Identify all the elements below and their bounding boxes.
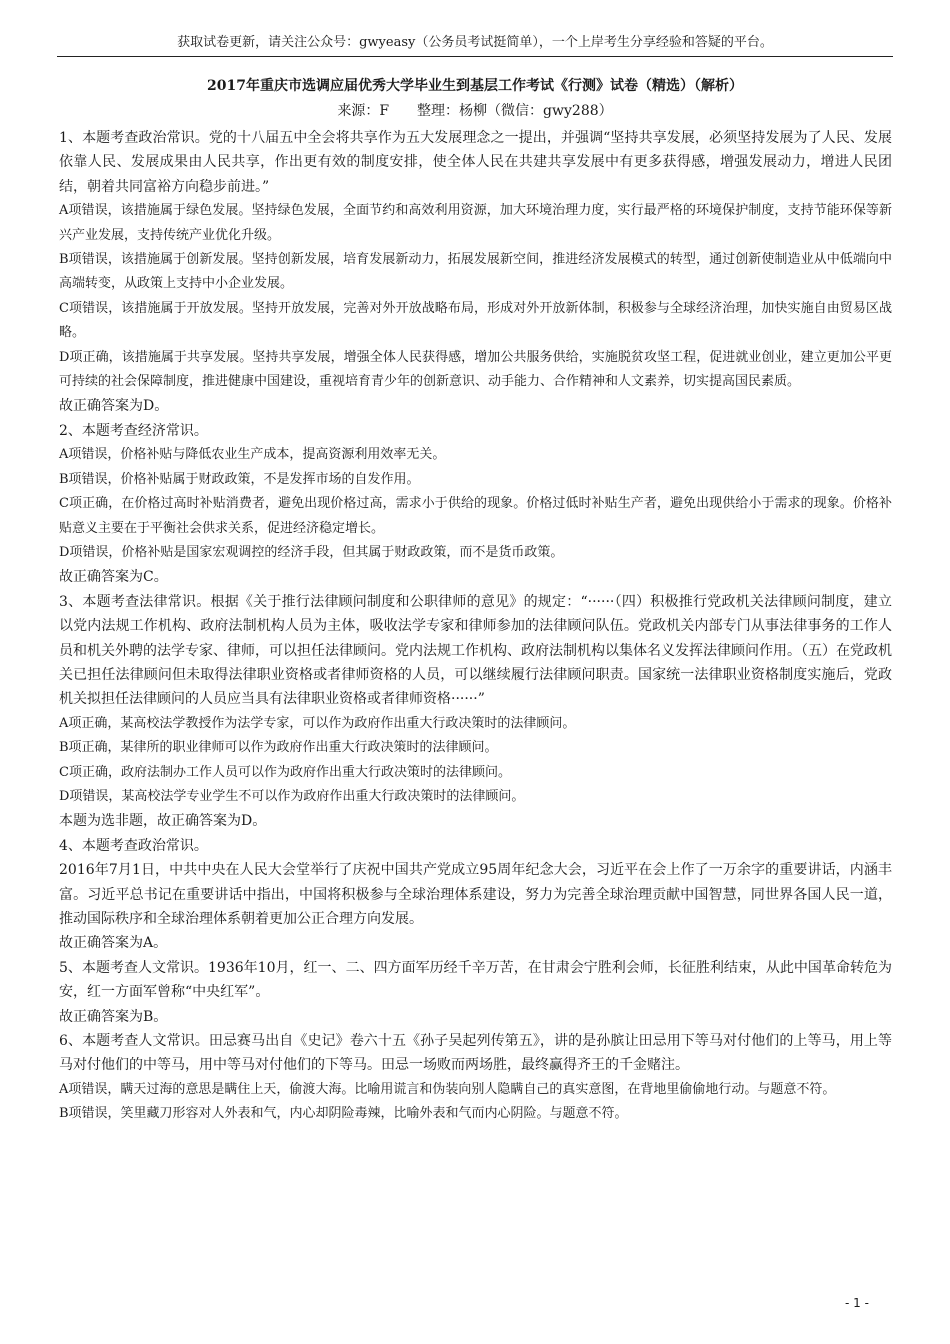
question-paragraph: 3、本题考查法律常识。根据《关于推行法律顾问制度和公职律师的意见》的规定：“······（四）积极推行党政机关法律顾问制度，建立以党内法规工作机构、政府法制机构人员为主体，吸收法学专家和律师参加的法律顾问队伍。党政机关内部专门从事法律事务的工作人员和机关外聘的法学专家、律师，可以担任法律顾问。党内法规工作机构、政府法制机构以集体名义发挥法律顾问作用。（五）在党政机关已担任法律顾问但未取得法律职业资格或者律师资格的人员，可以继续履行法律顾问职责。国家统一法律职业资格制度实施后，党政机关拟担任法律顾问的人员应当具有法律职业资格或者律师资格······” bbox=[59, 593, 892, 708]
document-title: 2017年重庆市选调应届优秀大学毕业生到基层工作考试《行测》试卷（精选）（解析） bbox=[207, 78, 743, 94]
question-paragraph: 2016年7月1日，中共中央在人民大会堂举行了庆祝中国共产党成立95周年纪念大会，习近平在会上作了一万余字的重要讲话，内涵丰富。习近平总书记在重要讲话中指出，中国将积极参与全球治理体系建设，努力为完善全球治理贡献中国智慧，同世界各国人民一道，推动国际秩序和全球治理体系朝着更加公正合理方向发展。 bbox=[59, 862, 892, 927]
question-paragraph: 故正确答案为A。 bbox=[59, 935, 168, 952]
header-divider bbox=[57, 56, 893, 57]
question-paragraph: 5、本题考查人文常识。1936年10月，红一、二、四方面军历经千辛万苦，在甘肃会宁胜利会师，长征胜利结束，从此中国革命转危为安，红一方面军曾称“中央红军”。 bbox=[59, 959, 892, 1001]
document-body bbox=[59, 126, 892, 1127]
question-paragraph: 4、本题考查政治常识。 bbox=[59, 837, 208, 854]
option-paragraph: C项错误，该措施属于开放发展。坚持开放发展，完善对外开放战略布局，形成对外开放新体制，积极参与全球经济治理，加快实施自由贸易区战略。 bbox=[59, 300, 892, 341]
question-paragraph: 故正确答案为D。 bbox=[59, 398, 169, 415]
option-paragraph: A项错误，价格补贴与降低农业生产成本，提高资源利用效率无关。 bbox=[59, 447, 446, 463]
option-paragraph: B项正确，某律所的职业律师可以作为政府作出重大行政决策时的法律顾问。 bbox=[59, 740, 498, 756]
option-paragraph: A项错误，该措施属于绿色发展。坚持绿色发展，全面节约和高效利用资源，加大环境治理力度，实行最严格的环境保护制度，支持节能环保等新兴产业发展，支持传统产业优化升级。 bbox=[59, 203, 892, 243]
question-paragraph: 1、本题考查政治常识。党的十八届五中全会将共享作为五大发展理念之一提出，并强调“坚持共享发展，必须坚持发展为了人民、发展依靠人民、发展成果由人民共享，作出更有效的制度安排，使全体人民在共建共享发展中有更多获得感，增强发展动力，增进人民团结，朝着共同富裕方向稳步前进。” bbox=[59, 130, 892, 195]
option-paragraph: C项正确，在价格过高时补贴消费者，避免出现价格过高，需求小于供给的现象。价格过低时补贴生产者，避免出现供给小于需求的现象。价格补贴意义主要在于平衡社会供求关系，促进经济稳定增长。 bbox=[59, 496, 892, 536]
option-paragraph: D项错误，价格补贴是国家宏观调控的经济手段，但其属于财政政策，而不是货币政策。 bbox=[59, 544, 564, 560]
option-paragraph: B项错误，价格补贴属于财政政策，不是发挥市场的自发作用。 bbox=[59, 471, 420, 487]
option-paragraph: C项正确，政府法制办工作人员可以作为政府作出重大行政决策时的法律顾问。 bbox=[59, 764, 511, 780]
option-paragraph: B项错误，笑里藏刀形容对人外表和气，内心却阴险毒辣，比喻外表和气而内心阴险。与题意不符。 bbox=[59, 1106, 628, 1122]
question-paragraph: 2、本题考查经济常识。 bbox=[59, 422, 208, 439]
option-paragraph: B项错误，该措施属于创新发展。坚持创新发展，培育发展新动力，拓展发展新空间，推进经济发展模式的转型，通过创新使制造业从中低端向中高端转变，从政策上支持中小企业发展。 bbox=[59, 252, 892, 292]
question-paragraph: 本题为选非题，故正确答案为D。 bbox=[59, 813, 267, 830]
option-paragraph: A项错误，瞒天过海的意思是瞒住上天，偷渡大海。比喻用谎言和伪装向别人隐瞒自己的真实意图，在背地里偷偷地行动。与题意不符。 bbox=[59, 1081, 836, 1097]
source-line: 来源：F 整理：杨柳（微信：gwy288） bbox=[337, 103, 613, 119]
option-paragraph: D项正确，该措施属于共享发展。坚持共享发展，增强全体人民获得感，增加公共服务供给，实施脱贫攻坚工程，促进就业创业，建立更加公平更可持续的社会保障制度，推进健康中国建设，重视培育青少年的创新意识、动手能力、合作精神和人文素养，切实提高国民素质。 bbox=[59, 349, 892, 390]
option-paragraph: A项正确，某高校法学教授作为法学专家，可以作为政府作出重大行政决策时的法律顾问。 bbox=[59, 715, 576, 731]
question-paragraph: 故正确答案为B。 bbox=[59, 1008, 168, 1025]
option-paragraph: D项错误，某高校法学专业学生不可以作为政府作出重大行政决策时的法律顾问。 bbox=[59, 788, 525, 804]
header-note: 获取试卷更新，请关注公众号：gwyeasy（公务员考试挺简单），一个上岸考生分享经验和答疑的平台。 bbox=[177, 35, 773, 50]
question-paragraph: 6、本题考查人文常识。田忌赛马出自《史记》卷六十五《孙子吴起列传第五》，讲的是孙膑让田忌用下等马对付他们的上等马，用上等马对付他们的中等马，用中等马对付他们的下等马。田忌一场败而两场胜，最终赢得齐王的千金赌注。 bbox=[59, 1033, 892, 1074]
question-paragraph: 故正确答案为C。 bbox=[59, 569, 168, 586]
page-number: - 1 - bbox=[845, 1296, 869, 1310]
